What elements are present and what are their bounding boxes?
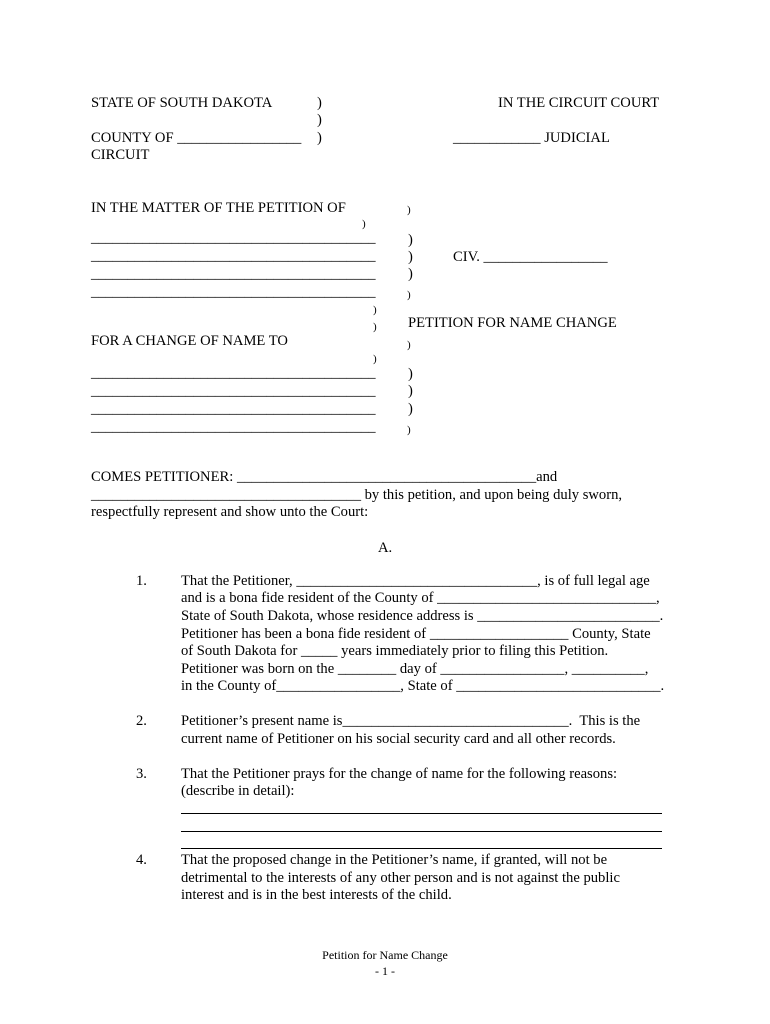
footer-title: Petition for Name Change: [322, 948, 448, 962]
intro-line-2: _____________________________________ by this petition, and upon being duly sworn,: [91, 487, 623, 503]
circuit-label: CIRCUIT: [91, 147, 150, 163]
item-line: of South Dakota for _____ years immediately prior to filing this Petition.: [181, 643, 609, 659]
matter-paren: ): [408, 249, 413, 265]
item-line: in the County of_________________, State of ____________________________.: [181, 678, 665, 694]
new-name-blank: _______________________________________: [91, 401, 376, 417]
county-label: COUNTY OF _________________: [91, 130, 302, 146]
reason-line: [181, 848, 662, 849]
matter-paren: ): [362, 218, 366, 230]
civ-number: CIV. _________________: [453, 249, 608, 265]
matter-paren: ): [407, 339, 411, 351]
new-name-blank: _______________________________________: [91, 383, 376, 399]
matter-paren: ): [373, 321, 377, 333]
item-line: current name of Petitioner on his social security card and all other records.: [181, 731, 616, 747]
matter-paren: ): [408, 366, 413, 382]
reason-line: [181, 813, 662, 814]
item-line: Petitioner’s present name is_______________________________. This is the: [181, 713, 641, 729]
item-number: 1.: [136, 573, 147, 589]
item-line: interest and is in the best interests of the child.: [181, 887, 452, 903]
matter-paren: ): [407, 289, 411, 301]
petitioner-name-blank: _______________________________________: [91, 230, 376, 246]
matter-paren: ): [407, 204, 411, 216]
petitioner-name-blank: _______________________________________: [91, 284, 376, 300]
petitioner-name-blank: _______________________________________: [91, 266, 376, 282]
item-line: and is a bona fide resident of the County of ______________________________,: [181, 590, 660, 606]
new-name-blank: _______________________________________: [91, 419, 376, 435]
state-label: STATE OF SOUTH DAKOTA: [91, 95, 273, 111]
matter-paren: ): [408, 383, 413, 399]
intro-line-1: COMES PETITIONER: _________________________________________and: [91, 469, 558, 485]
matter-paren: ): [407, 424, 411, 436]
caption-paren: ): [317, 130, 322, 146]
page-number: - 1 -: [375, 964, 395, 978]
petitioner-name-blank: _______________________________________: [91, 248, 376, 264]
judicial-label: ____________ JUDICIAL: [453, 130, 610, 146]
item-number: 3.: [136, 766, 147, 782]
matter-paren: ): [408, 232, 413, 248]
reason-line: [181, 831, 662, 832]
petition-title: PETITION FOR NAME CHANGE: [408, 315, 617, 331]
item-line: That the proposed change in the Petitioner’s name, if granted, will not be: [181, 852, 608, 868]
item-line: That the Petitioner, _________________________________, is of full legal age: [181, 573, 650, 589]
intro-line-3: respectfully represent and show unto the Court:: [91, 504, 369, 520]
change-name-to: FOR A CHANGE OF NAME TO: [91, 333, 288, 349]
matter-paren: ): [373, 304, 377, 316]
new-name-blank: _______________________________________: [91, 365, 376, 381]
item-line: That the Petitioner prays for the change of name for the following reasons:: [181, 766, 618, 782]
item-line: Petitioner has been a bona fide resident of ___________________ County, State: [181, 626, 651, 642]
caption-paren: ): [317, 95, 322, 111]
item-number: 2.: [136, 713, 147, 729]
item-line: detrimental to the interests of any other person and is not against the public: [181, 870, 620, 886]
caption-paren: ): [317, 112, 322, 128]
court-label: IN THE CIRCUIT COURT: [498, 95, 660, 111]
matter-paren: ): [408, 401, 413, 417]
item-line: Petitioner was born on the ________ day of _________________, __________,: [181, 661, 649, 677]
matter-title: IN THE MATTER OF THE PETITION OF: [91, 200, 346, 216]
matter-paren: ): [373, 353, 377, 365]
item-line: State of South Dakota, whose residence address is _________________________.: [181, 608, 664, 624]
item-line: (describe in detail):: [181, 783, 295, 799]
item-number: 4.: [136, 852, 147, 868]
matter-paren: ): [408, 266, 413, 282]
section-heading: A.: [378, 540, 393, 556]
